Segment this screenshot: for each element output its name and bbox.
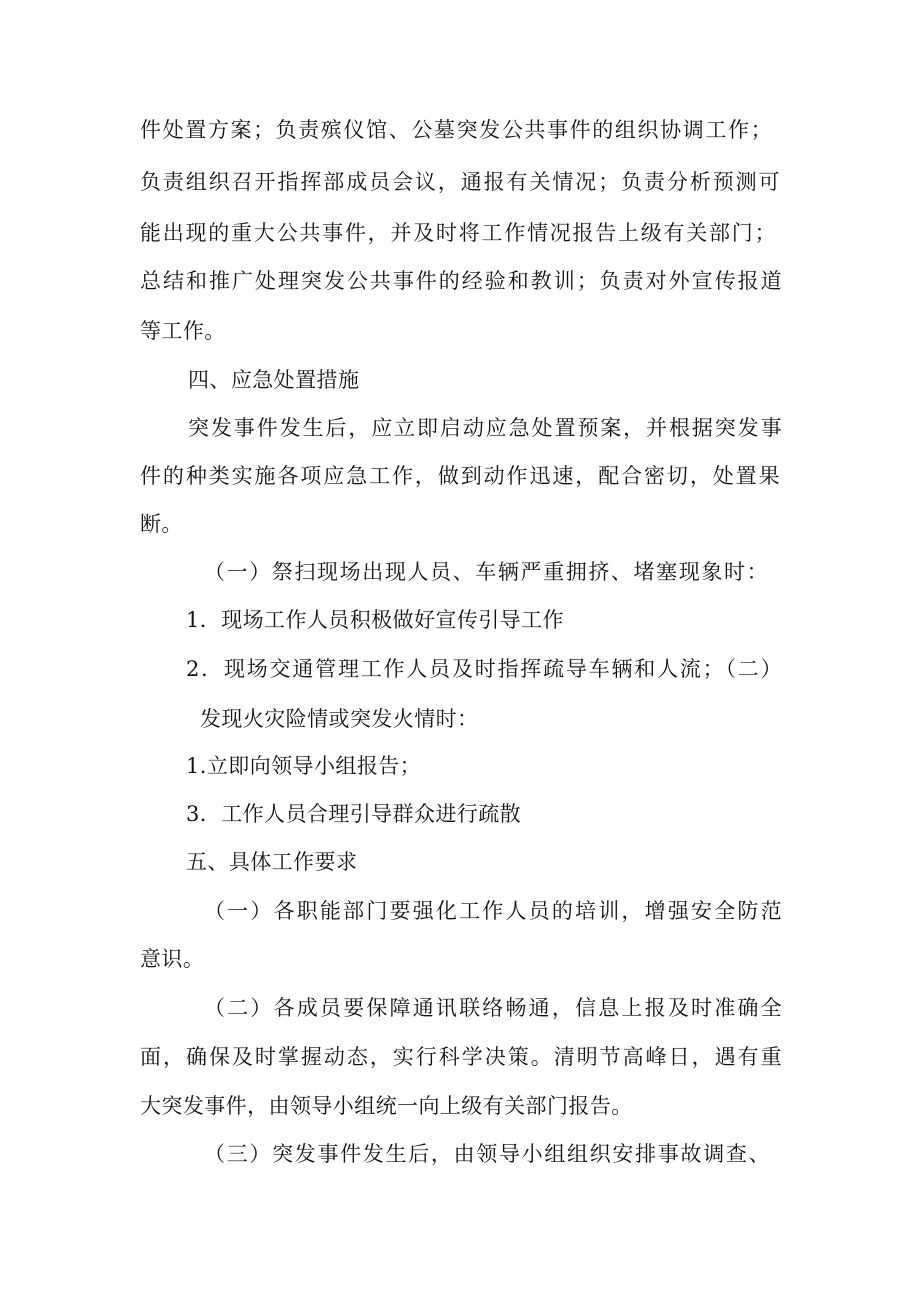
text-line: 件处置方案；负责殡仪馆、公墓突发公共事件的组织协调工作； xyxy=(140,118,772,142)
text-line: （一）祭扫现场出现人员、车辆严重拥挤、堵塞现象时： xyxy=(204,560,768,584)
list-item: 3．工作人员合理引导群众进行疏散 xyxy=(186,802,522,826)
list-item: 2．现场交通管理工作人员及时指挥疏导车辆和人流；（二） xyxy=(186,657,782,681)
section-heading: 五、具体工作要求 xyxy=(186,850,358,874)
text-line: 能出现的重大公共事件，并及时将工作情况报告上级有关部门； xyxy=(140,221,776,245)
text-line: 等工作。 xyxy=(140,319,226,343)
text-line: 负责组织召开指挥部成员会议，通报有关情况；负责分析预测可 xyxy=(140,170,780,194)
text-line: 面，确保及时掌握动态，实行科学决策。清明节高峰日，遇有重 xyxy=(140,1045,782,1069)
list-item: 1．现场工作人员积极做好宣传引导工作 xyxy=(186,608,564,632)
text-line: 总结和推广处理突发公共事件的经验和教训；负责对外宣传报道 xyxy=(140,269,782,293)
text-line: 件的种类实施各项应急工作，做到动作迅速，配合密切，处置果 xyxy=(140,464,780,488)
list-item: 1.立即向领导小组报告； xyxy=(186,754,422,778)
text-line: （三）突发事件发生后，由领导小组组织安排事故调查、 xyxy=(204,1142,770,1166)
text-line: （一）各职能部门要强化工作人员的培训，增强安全防范 xyxy=(204,899,782,923)
text-line: 突发事件发生后，应立即启动应急处置预案，并根据突发事 xyxy=(188,416,782,440)
text-line: （二）各成员要保障通讯联络畅通，信息上报及时准确全 xyxy=(204,996,782,1020)
text-line: 发现火灾险情或突发火情时： xyxy=(200,707,479,731)
text-line: 意识。 xyxy=(140,947,205,971)
section-heading: 四、应急处置措施 xyxy=(188,368,360,392)
text-line: 大突发事件，由领导小组统一向上级有关部门报告。 xyxy=(140,1094,633,1118)
text-line: 断。 xyxy=(140,512,183,536)
